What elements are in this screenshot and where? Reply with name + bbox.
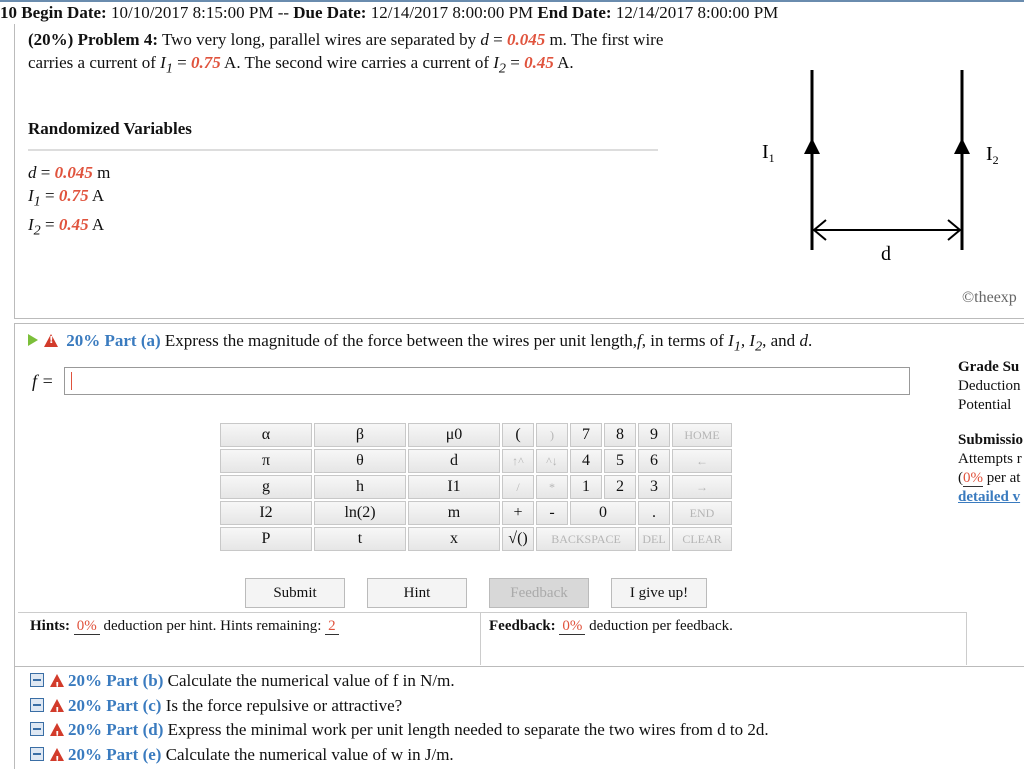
current-arrow-2: [954, 138, 970, 154]
answer-label: f =: [32, 371, 54, 391]
key-pi[interactable]: π: [220, 449, 312, 473]
key-end[interactable]: END: [672, 501, 732, 525]
key-paren-open[interactable]: (: [502, 423, 534, 447]
key-h[interactable]: h: [314, 475, 406, 499]
problem-text-3: A. The second wire carries a current of: [224, 53, 489, 72]
key-p[interactable]: P: [220, 527, 312, 551]
due-date-label: Due Date:: [293, 3, 367, 22]
answer-input[interactable]: [64, 367, 910, 395]
warning-icon: [50, 723, 64, 736]
text-cursor: [71, 372, 72, 390]
date-bar: [0, 0, 1024, 26]
detailed-view-link[interactable]: detailed v: [958, 489, 1021, 505]
eq-3: =: [510, 53, 520, 72]
problem-title: Problem 4:: [77, 30, 158, 49]
var-d: d = 0.045 m: [28, 163, 111, 182]
key-down[interactable]: ^↓: [536, 449, 568, 473]
problem-text-4: A.: [557, 53, 574, 72]
part-c-row[interactable]: !20% Part (c) Is the force repulsive or attractive?: [30, 694, 769, 719]
grade-summary: Grade Su Deduction Potential Submissio Attempts r (0% per at detailed v: [958, 359, 1024, 505]
wires-figure: [740, 60, 1024, 310]
problem-text-2: m. The first wire carries a current of: [28, 30, 664, 72]
key-backspace[interactable]: BACKSPACE: [536, 527, 636, 551]
warning-icon: [50, 674, 64, 687]
part-a-weight: 20% Part (a): [66, 331, 161, 350]
key-alpha[interactable]: α: [220, 423, 312, 447]
key-sqrt[interactable]: √(): [502, 527, 534, 551]
i1-value: 0.75: [190, 53, 221, 72]
hints-remaining: 2: [325, 618, 339, 635]
var-i1: $I_1 = 0.75$ A: [28, 186, 105, 210]
key-up[interactable]: ↑^: [502, 449, 534, 473]
key-m[interactable]: m: [408, 501, 500, 525]
key-dot[interactable]: .: [638, 501, 670, 525]
randomized-variables: [28, 161, 110, 243]
problem-statement: [28, 28, 668, 80]
d-value: 0.045: [506, 30, 546, 49]
key-d[interactable]: d: [408, 449, 500, 473]
math-keypad: [218, 421, 734, 553]
begin-date-value: 10/10/2017 8:15:00 PM: [110, 3, 274, 22]
key-mu0[interactable]: μ0: [408, 423, 500, 447]
part-b-row[interactable]: !20% Part (b) Calculate the numerical value of f in N/m.: [30, 669, 769, 694]
key-paren-close[interactable]: ): [536, 423, 568, 447]
expand-icon[interactable]: [30, 722, 44, 736]
submit-button[interactable]: Submit: [245, 578, 345, 608]
hint-button[interactable]: Hint: [367, 578, 467, 608]
key-beta[interactable]: β: [314, 423, 406, 447]
key-4[interactable]: 4: [570, 449, 602, 473]
key-8[interactable]: 8: [604, 423, 636, 447]
key-5[interactable]: 5: [604, 449, 636, 473]
divider: [28, 149, 658, 151]
warning-icon: [44, 334, 58, 347]
warning-icon: [50, 748, 64, 761]
key-star[interactable]: *: [536, 475, 568, 499]
feedback-button[interactable]: Feedback: [489, 578, 589, 608]
parts-list: [30, 669, 769, 767]
key-i1[interactable]: I1: [408, 475, 500, 499]
date-separator: --: [277, 3, 290, 22]
key-i2[interactable]: I2: [220, 501, 312, 525]
feedback-deduction: 0%: [559, 618, 585, 635]
part-a-text: Express the magnitude of the force between the wires per unit length,: [164, 331, 637, 350]
key-ln2[interactable]: ln(2): [314, 501, 406, 525]
key-x[interactable]: x: [408, 527, 500, 551]
current-arrow-1: [804, 138, 820, 154]
feedback-line: Feedback: 0% deduction per feedback.: [489, 618, 733, 634]
problem-text-1: Two very long, parallel wires are separated by: [161, 30, 477, 49]
key-theta[interactable]: θ: [314, 449, 406, 473]
eq-2: =: [177, 53, 187, 72]
label-d: d: [881, 243, 891, 265]
expand-arrow-icon[interactable]: [28, 334, 38, 346]
key-plus[interactable]: +: [502, 501, 534, 525]
key-t[interactable]: t: [314, 527, 406, 551]
eq-1: =: [493, 30, 503, 49]
key-g[interactable]: g: [220, 475, 312, 499]
label-i1: $I_1$: [762, 141, 775, 165]
key-del[interactable]: DEL: [638, 527, 670, 551]
key-0[interactable]: 0: [570, 501, 636, 525]
expand-icon[interactable]: [30, 698, 44, 712]
key-2[interactable]: 2: [604, 475, 636, 499]
key-7[interactable]: 7: [570, 423, 602, 447]
key-home[interactable]: HOME: [672, 423, 732, 447]
watermark: ©theexp: [962, 289, 1017, 306]
randomized-title: Randomized Variables: [28, 119, 192, 138]
problem-weight: (20%): [28, 30, 74, 49]
part-a-header: ! 20% Part (a) Express the magnitude of the force between the wires per unit length,f, in terms of $I_1$, $I_2$, and d.: [28, 331, 812, 355]
give-up-button[interactable]: I give up!: [611, 578, 707, 608]
part-e-row[interactable]: !20% Part (e) Calculate the numerical value of w in J/m.: [30, 743, 769, 768]
i1-symbol: $I_1$: [160, 53, 173, 77]
expand-icon[interactable]: [30, 747, 44, 761]
key-3[interactable]: 3: [638, 475, 670, 499]
hint-deduction: 0%: [74, 618, 100, 635]
label-i2: $I_2$: [986, 143, 999, 167]
key-6[interactable]: 6: [638, 449, 670, 473]
key-clear[interactable]: CLEAR: [672, 527, 732, 551]
end-date-label: End Date:: [537, 3, 612, 22]
part-a-vars: $I_1$, $I_2$: [728, 331, 763, 355]
var-i2: $I_2 = 0.45$ A: [28, 215, 105, 239]
begin-date-label: 10 Begin Date:: [0, 3, 107, 22]
key-minus[interactable]: -: [536, 501, 568, 525]
end-date-value: 12/14/2017 8:00:00 PM: [615, 3, 779, 22]
key-left[interactable]: ←: [672, 449, 732, 473]
expand-icon[interactable]: [30, 673, 44, 687]
i2-value: 0.45: [524, 53, 554, 72]
key-1[interactable]: 1: [570, 475, 602, 499]
d-symbol: d: [480, 30, 489, 49]
part-d-row[interactable]: !20% Part (d) Express the minimal work per unit length needed to separate the two wires from d to 2d.: [30, 718, 769, 743]
i2-symbol: $I_2$: [493, 53, 506, 77]
key-9[interactable]: 9: [638, 423, 670, 447]
hints-line: Hints: 0% deduction per hint. Hints remaining: 2: [30, 618, 339, 635]
key-slash[interactable]: /: [502, 475, 534, 499]
key-right[interactable]: →: [672, 475, 732, 499]
due-date-value: 12/14/2017 8:00:00 PM: [370, 3, 534, 22]
warning-icon: [50, 699, 64, 712]
